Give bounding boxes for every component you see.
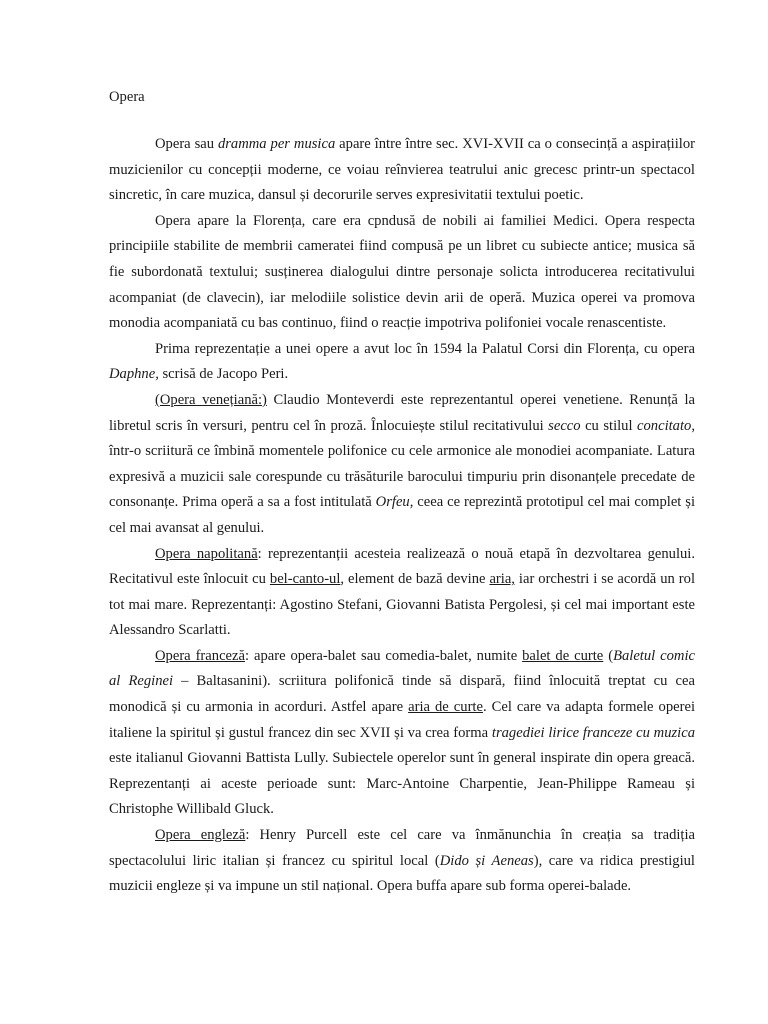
text-run: apare între între sec. XVI-XVII ca o consecință a aspirațiilor muzicienilor cu concepții moderne, ce voiau reînvierea teatrului anic grecesc printr-un spectacol sincretic, în care muzica, dansul și decorurile serves expresivitatii textului poetic. bbox=[109, 136, 695, 204]
underlined-term: (Opera venețiană:) bbox=[155, 391, 267, 408]
text-run: ( bbox=[603, 647, 614, 664]
paragraph-napolitana bbox=[109, 542, 695, 644]
text-run: Opera sau bbox=[155, 136, 218, 152]
text-run: : apare opera-balet sau comedia-balet, numite bbox=[244, 647, 523, 664]
text-run: este italianul Giovanni Battista Lully. Subiectele operelor sunt în general inspirate din opera greacă. Reprezentanți ai aceste perioade sunt: Marc-Antoine Charpentie, Jean-Philippe Rameau și Christophe Willibald Gluck. bbox=[109, 750, 695, 818]
italic-term: Dido și Aeneas bbox=[439, 852, 534, 869]
text-run: ), care va ridica prestigiul muzicii engleze și va impune un stil național. Opera buffa apare sub forma operei-balade. bbox=[109, 852, 695, 895]
italic-term: Daphne, bbox=[109, 366, 159, 383]
text-run: iar orchestri i se acordă un rol tot mai mare. Reprezentanți: Agostino Stefani, Giovanni Batista Pergolesi, și cel mai important este Alessandro Scarlatti. bbox=[109, 571, 695, 639]
text-run: Prima reprezentație a unei opere a avut loc în 1594 la Palatul Corsi din Florența, cu opera bbox=[155, 340, 695, 357]
paragraph-florenta bbox=[109, 209, 695, 337]
italic-term: tragediei lirice franceze cu muzica bbox=[491, 724, 696, 741]
italic-term: secco bbox=[548, 417, 581, 434]
paragraph-prima bbox=[109, 337, 695, 388]
paragraph-intro bbox=[109, 132, 695, 209]
text-run: Claudio Monteverdi este reprezentantul operei venetiene. Renunță la libretul scris în versuri, pentru cel în proză. Înlocuiește stilul recitativului bbox=[109, 391, 696, 434]
document-body bbox=[109, 132, 695, 900]
underlined-term: aria de curte bbox=[408, 699, 483, 716]
text-run: scrisă de Jacopo Peri. bbox=[158, 366, 289, 383]
paragraph-franceza bbox=[109, 644, 695, 823]
text-run: . Cel care va adapta formele operei italiene la spiritul și gustul francez din sec XVII și va crea forma bbox=[109, 699, 695, 741]
text-run: cu stilul bbox=[580, 417, 638, 434]
underlined-term: Opera napolitană bbox=[155, 545, 258, 562]
paragraph-venetiana bbox=[109, 388, 695, 542]
underlined-term: balet de curte bbox=[522, 647, 604, 664]
italic-term: concitato bbox=[637, 417, 692, 434]
paragraph-engleza bbox=[109, 823, 695, 900]
underlined-term: aria, bbox=[489, 571, 515, 588]
underlined-term: Opera franceză bbox=[155, 647, 245, 664]
italic-term: dramma per musica bbox=[217, 136, 336, 152]
italic-term: Orfeu bbox=[375, 494, 410, 511]
text-run: : Henry Purcell este cel care va înmănunchia în creația sa tradiția spectacolului liric italian și francez cu spiritul local ( bbox=[109, 827, 696, 869]
text-run: – Baltasanini). scriitura polifonică tinde să dispară, fiind înlocuită treptat cu cea monodică și cu armonia in acorduri. Astfel apare bbox=[109, 673, 695, 716]
text-run: , ceea ce reprezintă prototipul cel mai complet și cel mai avansat al genului. bbox=[109, 494, 695, 536]
italic-term: Baletul comic al Reginei bbox=[109, 647, 695, 690]
text-run: , într-o scriitură ce îmbină momentele polifonice cu cele armonice ale monodiei acompaniate. Latura expresivă a muzicii sale corespunde cu trăsăturile barocului timpuriu prin disonanțele precedate de consonanțe. Prima operă a sa a fost intitulată bbox=[109, 417, 695, 511]
underlined-term: Opera engleză bbox=[155, 827, 246, 844]
text-run: : reprezentanții acesteia realizează o nouă etapă în dezvoltarea genului. Recitativul este înlocuit cu bbox=[109, 545, 695, 588]
underlined-term: bel-canto-ul bbox=[269, 571, 341, 588]
text-run: Opera apare la Florența, care era cpndusă de nobili ai familiei Medici. Opera respecta principiile stabilite de membrii cameratei fiind compusă pe un libret cu subiecte antice; musica să fie subordonată textului; susținerea dialogului dintre personaje solicta introducerea recitativului acompaniat (de clavecin), iar melodiile solistice devin arii de operă. Muzica operei va promova monodia acompaniată cu bas continuo, fiind o reacție impotriva polifoniei vocale renascentiste. bbox=[109, 212, 695, 332]
text-run: , element de bază devine bbox=[340, 571, 490, 588]
document-title: Opera bbox=[109, 89, 145, 105]
